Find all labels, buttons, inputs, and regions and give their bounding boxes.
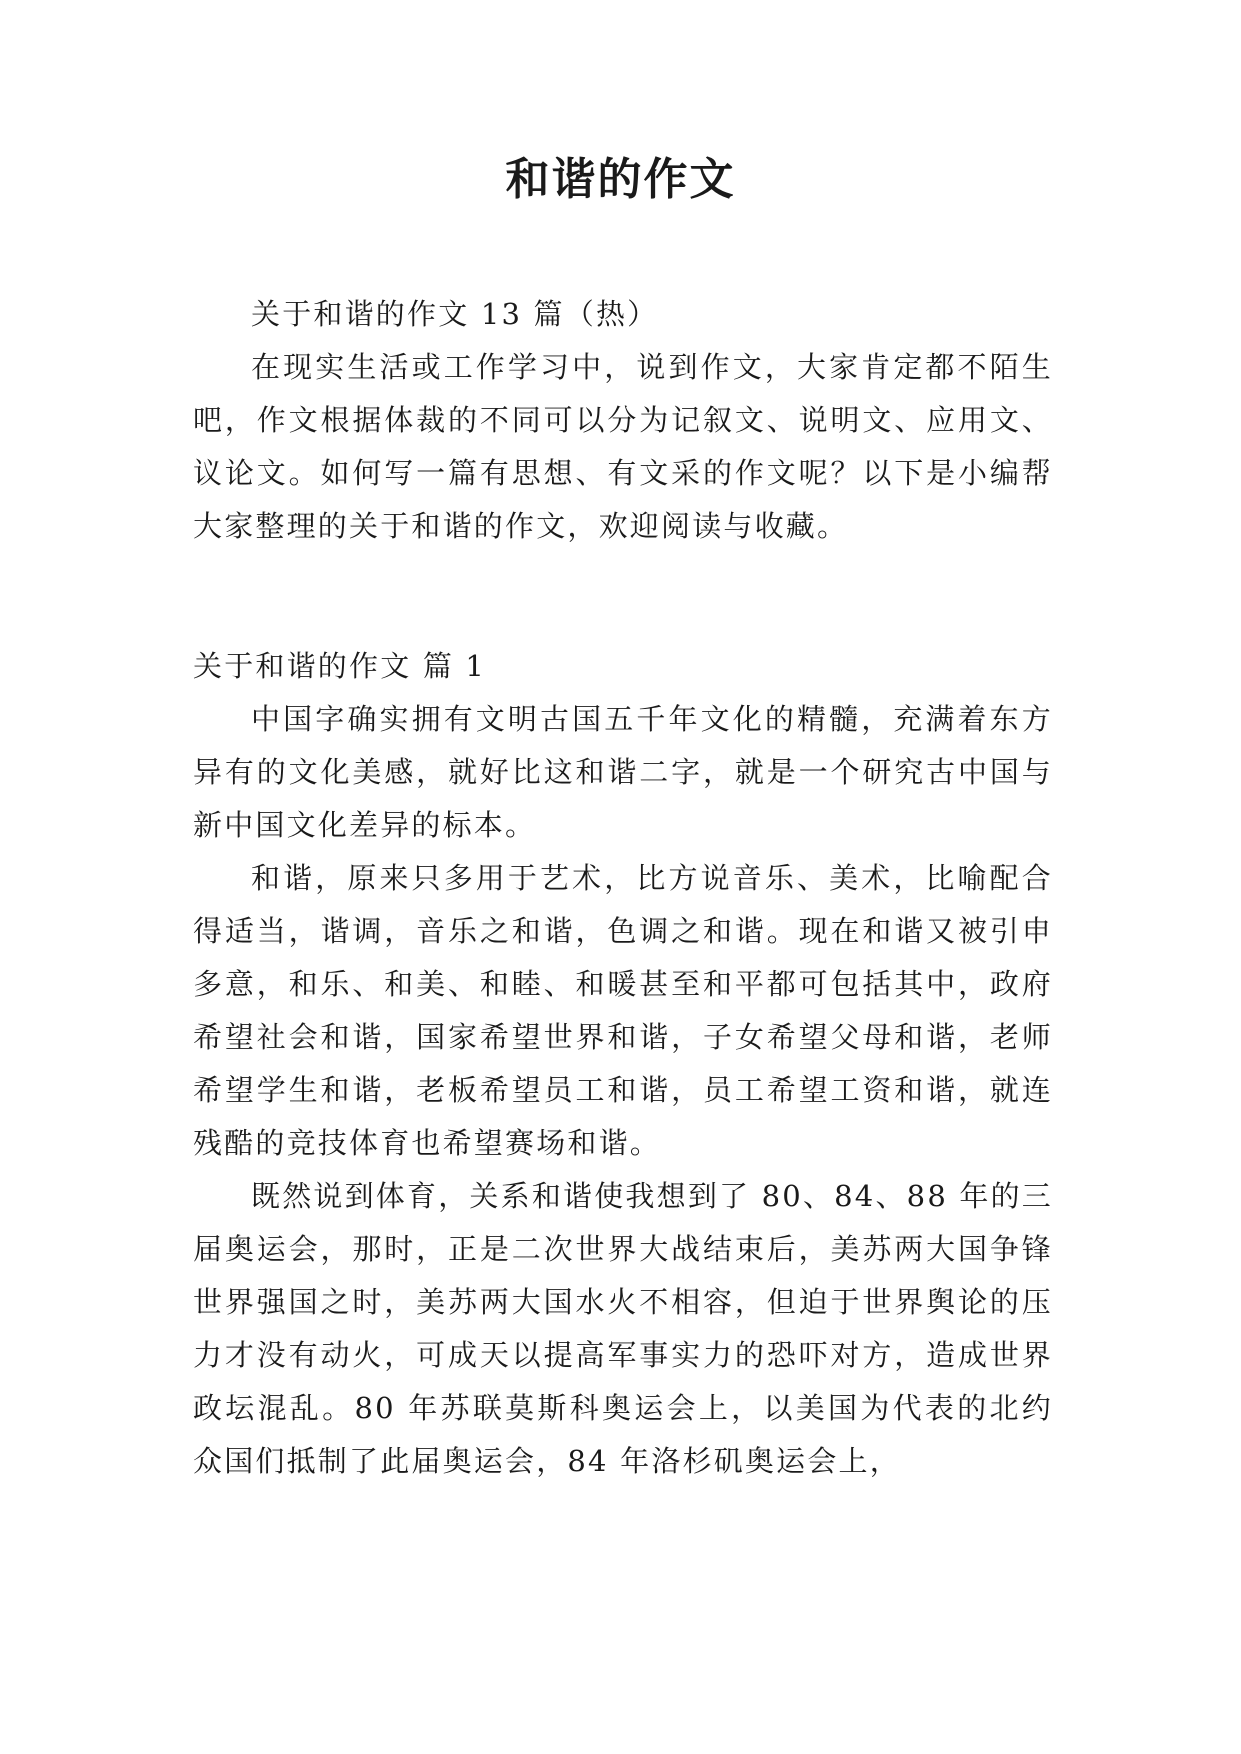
section-body [193,693,1053,1488]
section-paragraph: 和谐，原来只多用于艺术，比方说音乐、美术，比喻配合得适当，谐调，音乐之和谐，色调之和谐。现在和谐又被引申多意，和乐、和美、和睦、和暖甚至和平都可包括其中，政府希望社会和谐，国家希望世界和谐，子女希望父母和谐，老师希望学生和谐，老板希望员工和谐，员工希望工资和谐，就连残酷的竞技体育也希望赛场和谐。 [193,861,1053,1160]
intro-block [193,288,1053,553]
section-paragraph: 既然说到体育，关系和谐使我想到了 80、84、88 年的三届奥运会，那时，正是二次世界大战结束后，美苏两大国争锋世界强国之时，美苏两大国水火不相容，但迫于世界舆论的压力才没有动火，可成天以提高军事实力的恐吓对方，造成世界政坛混乱。80 年苏联莫斯科奥运会上，以美国为代表的北约众国们抵制了此届奥运会，84 年洛杉矶奥运会上， [193,1179,1053,1478]
intro-subtitle: 关于和谐的作文 13 篇（热） [251,297,659,331]
section-paragraph: 中国字确实拥有文明古国五千年文化的精髓，充满着东方异有的文化美感，就好比这和谐二字，就是一个研究古中国与新中国文化差异的标本。 [193,702,1053,842]
document-title: 和谐的作文 [505,154,736,205]
intro-paragraph: 在现实生活或工作学习中，说到作文，大家肯定都不陌生吧，作文根据体裁的不同可以分为记叙文、说明文、应用文、议论文。如何写一篇有思想、有文采的作文呢？以下是小编帮大家整理的关于和谐的作文，欢迎阅读与收藏。 [193,350,1053,543]
section-heading: 关于和谐的作文 篇 1 [193,649,487,683]
